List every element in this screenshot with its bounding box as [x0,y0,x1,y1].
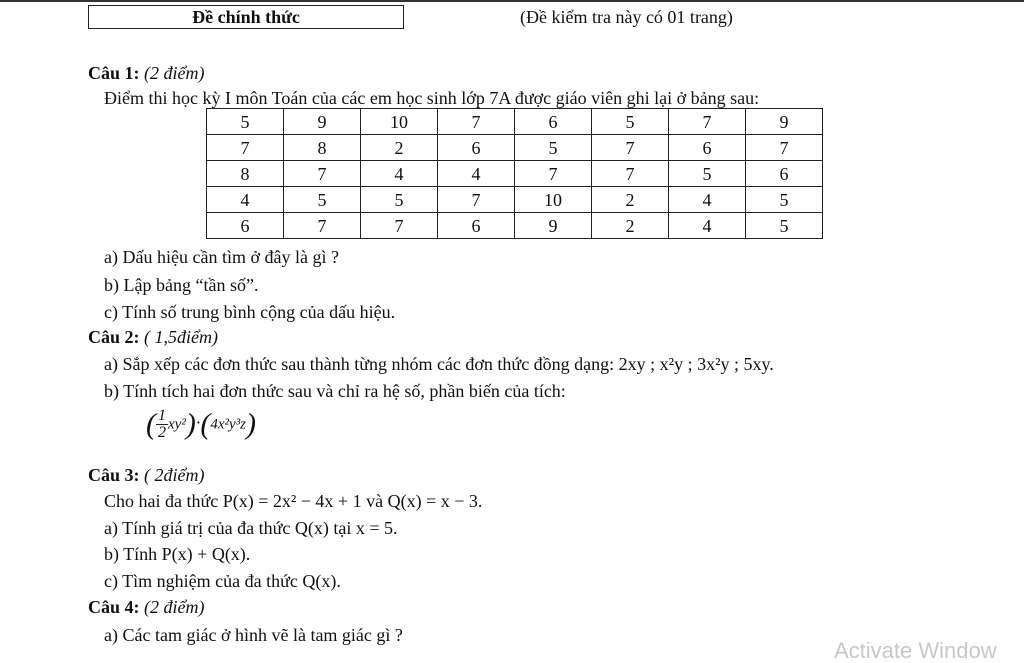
table-cell: 5 [207,109,284,135]
question-2-heading [88,328,218,346]
table-cell: 7 [592,135,669,161]
question-1-points: (2 điểm) [144,63,205,83]
table-cell: 6 [669,135,746,161]
activate-windows-watermark: Activate Window [834,638,997,663]
monomial-2: 4x²y³z [210,416,246,433]
table-cell: 6 [515,109,592,135]
and-word: và [366,491,384,511]
table-cell: 8 [207,161,284,187]
table-row [207,213,823,239]
table-cell: 7 [746,135,823,161]
table-cell: 9 [284,109,361,135]
question-3-points: ( 2điểm) [144,465,205,485]
table-cell: 4 [361,161,438,187]
question-1-label: Câu 1: [88,63,140,83]
multiply-dot: · [195,412,201,433]
table-cell: 7 [592,161,669,187]
question-3-label: Câu 3: [88,465,140,485]
page-count-note: (Đề kiểm tra này có 01 trang) [520,7,733,27]
official-exam-label: Đề chính thức [88,5,404,29]
table-cell: 6 [438,213,515,239]
table-cell: 7 [515,161,592,187]
table-cell: 7 [207,135,284,161]
table-cell: 5 [746,187,823,213]
table-cell: 4 [438,161,515,187]
question-3-heading [88,466,205,484]
table-row [207,109,823,135]
question-2-monomials: 2xy ; x²y ; 3x²y ; 5xy. [618,354,774,374]
table-cell: 4 [207,187,284,213]
question-3-intro [104,492,482,510]
table-cell: 6 [438,135,515,161]
question-2-part-a [104,355,774,373]
question-2-part-a-text: a) Sắp xếp các đơn thức sau thành từng nhóm các đơn thức đồng dạng: [104,354,615,374]
question-1-part-a: a) Dấu hiệu cần tìm ở đây là gì ? [104,247,339,267]
question-3-part-b: b) Tính P(x) + Q(x). [104,544,251,564]
question-1-intro: Điểm thi học kỳ I môn Toán của các em học sinh lớp 7A được giáo viên ghi lại ở bảng sau: [104,88,760,108]
table-cell: 5 [746,213,823,239]
question-2-label: Câu 2: [88,327,140,347]
question-1-heading [88,64,205,82]
question-1-part-b: b) Lập bảng “tần số”. [104,275,259,295]
table-row [207,135,823,161]
table-cell: 2 [361,135,438,161]
table-cell: 9 [515,213,592,239]
table-cell: 5 [669,161,746,187]
table-cell: 7 [438,187,515,213]
question-4-part-a: a) Các tam giác ở hình vẽ là tam giác gì ? [104,625,403,645]
table-cell: 2 [592,213,669,239]
question-4-label: Câu 4: [88,597,140,617]
question-2-part-b: b) Tính tích hai đơn thức sau và chỉ ra hệ số, phần biến của tích: [104,381,566,401]
table-cell: 7 [361,213,438,239]
table-cell: 10 [361,109,438,135]
table-row [207,161,823,187]
table-cell: 6 [207,213,284,239]
table-cell: 5 [515,135,592,161]
question-4-heading [88,598,205,616]
table-cell: 4 [669,213,746,239]
table-cell: 5 [284,187,361,213]
monomial-product-expression: ( $\frac{1}{2}$ xy²)·(4x²y³z) [146,407,256,441]
question-3-part-c: c) Tìm nghiệm của đa thức Q(x). [104,571,341,591]
polynomial-p: P(x) = 2x² − 4x + 1 [222,491,362,511]
polynomial-q: Q(x) = x − 3. [387,491,483,511]
question-3-part-a: a) Tính giá trị của đa thức Q(x) tại x = 5. [104,518,398,538]
table-cell: 6 [746,161,823,187]
fraction-one-half: $\frac{1}{2}$ [158,407,166,441]
monomial-1: xy² [168,416,186,433]
scores-table [206,108,823,239]
table-cell: 7 [284,161,361,187]
table-cell: 7 [438,109,515,135]
table-cell: 4 [669,187,746,213]
table-cell: 2 [592,187,669,213]
table-cell: 8 [284,135,361,161]
question-1-part-c: c) Tính số trung bình cộng của dấu hiệu. [104,302,396,322]
table-cell: 5 [592,109,669,135]
question-3-intro-text: Cho hai đa thức [104,491,219,511]
top-rule [0,0,1024,2]
table-cell: 10 [515,187,592,213]
question-4-points: (2 điểm) [144,597,205,617]
table-cell: 9 [746,109,823,135]
table-cell: 5 [361,187,438,213]
question-2-points: ( 1,5điểm) [144,327,218,347]
table-cell: 7 [284,213,361,239]
table-cell: 7 [669,109,746,135]
table-row [207,187,823,213]
